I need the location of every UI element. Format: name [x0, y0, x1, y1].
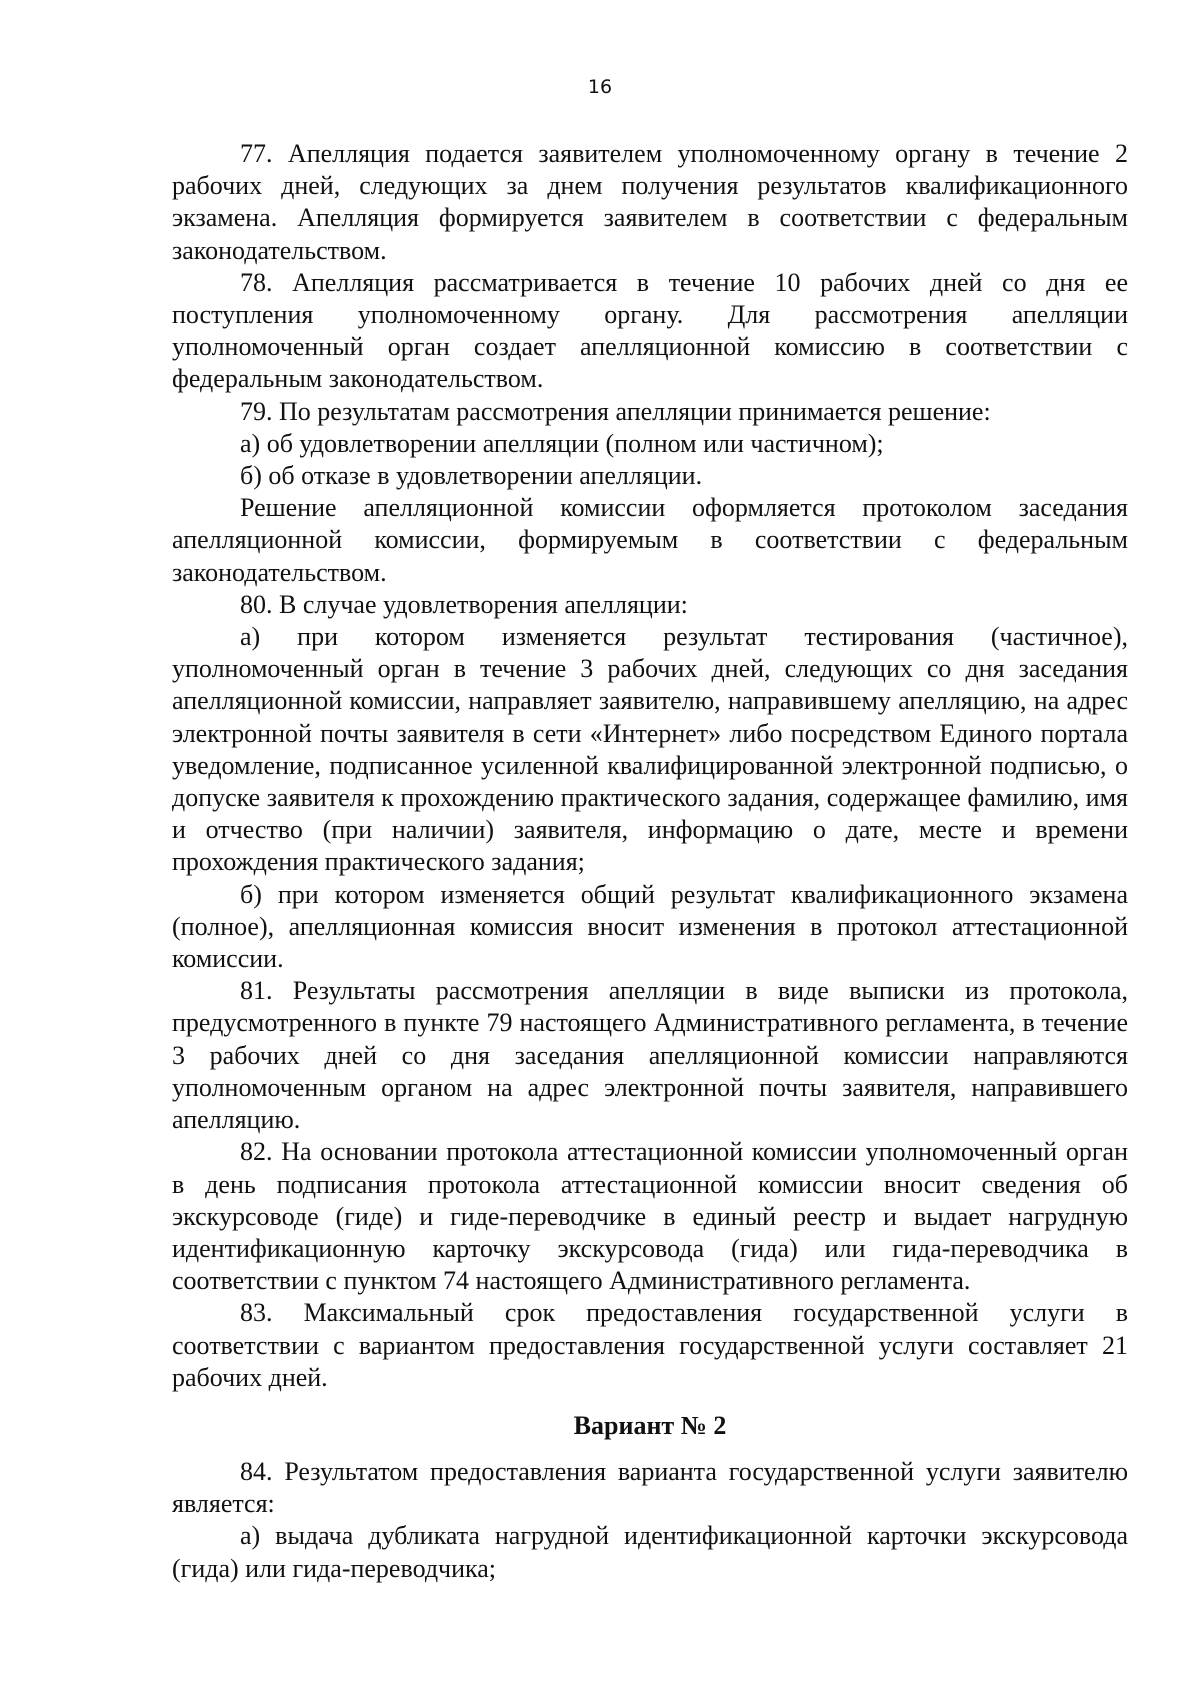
paragraph-decision: Решение апелляционной комиссии оформляется протоколом заседания апелляционной комиссии, формируемым в соответствии с федеральным законодательством. [172, 493, 1128, 587]
document-body [172, 138, 1128, 1585]
paragraph-81: 81. Результаты рассмотрения апелляции в виде выписки из протокола, предусмотренного в пункте 79 настоящего Административного регламента, в течение 3 рабочих дней со дня заседания апелляционной комиссии направляются уполномоченным органом на адрес электронной почты заявителя, направившего апелляцию. [172, 976, 1128, 1135]
paragraph-79-b: б) об отказе в удовлетворении апелляции. [240, 461, 703, 491]
paragraph-80-a: а) при котором изменяется результат тестирования (частичное), уполномоченный орган в течение 3 рабочих дней, следующих со дня заседания апелляционной комиссии, направляет заявителю, направившему апелляцию, на адрес электронной почты заявителя в сети «Интернет» либо посредством Единого портала уведомление, подписанное усиленной квалифицированной электронной подписью, о допуске заявителя к прохождению практического задания, содержащее фамилию, имя и отчество (при наличии) заявителя, информацию о дате, месте и времени прохождения практического задания; [172, 622, 1128, 877]
paragraph-79-a: а) об удовлетворении апелляции (полном или частичном); [240, 428, 884, 458]
paragraph-84-a: а) выдача дубликата нагрудной идентификационной карточки экскурсовода (гида) или гида-переводчика; [172, 1521, 1128, 1583]
paragraph-84: 84. Результатом предоставления варианта государственной услуги заявителю является: [172, 1456, 1128, 1519]
paragraph-80: 80. В случае удовлетворения апелляции: [240, 589, 688, 619]
paragraph-82: 82. На основании протокола аттестационной комиссии уполномоченный орган в день подписания протокола аттестационной комиссии вносит сведения об экскурсоводе (гиде) и гиде-переводчике в единый реестр и выдает нагрудную идентификационную карточку экскурсовода (гида) или гида-переводчика в соответствии с пунктом 74 настоящего Административного регламента. [172, 1137, 1128, 1296]
page-number: 16 [587, 76, 613, 98]
paragraph-80-b: б) при котором изменяется общий результат квалификационного экзамена (полное), апелляционная комиссия вносит изменения в протокол аттестационной комиссии. [172, 879, 1128, 974]
paragraph-83: 83. Максимальный срок предоставления государственной услуги в соответствии с вариантом предоставления государственной услуги составляет 21 рабочих дней. [172, 1298, 1128, 1392]
paragraph-78: 78. Апелляция рассматривается в течение 10 рабочих дней со дня ее поступления уполномоченному органу. Для рассмотрения апелляции уполномоченный орган создает апелляционной комиссию в соответствии с федеральным законодательством. [172, 267, 1128, 394]
paragraph-77: 77. Апелляция подается заявителем уполномоченному органу в течение 2 рабочих дней, следующих за днем получения результатов квалификационного экзамена. Апелляция формируется заявителем в соответствии с федеральным законодательством. [172, 139, 1128, 265]
section-heading: Вариант № 2 [573, 1410, 727, 1440]
paragraph-79: 79. По результатам рассмотрения апелляции принимается решение: [240, 396, 991, 426]
